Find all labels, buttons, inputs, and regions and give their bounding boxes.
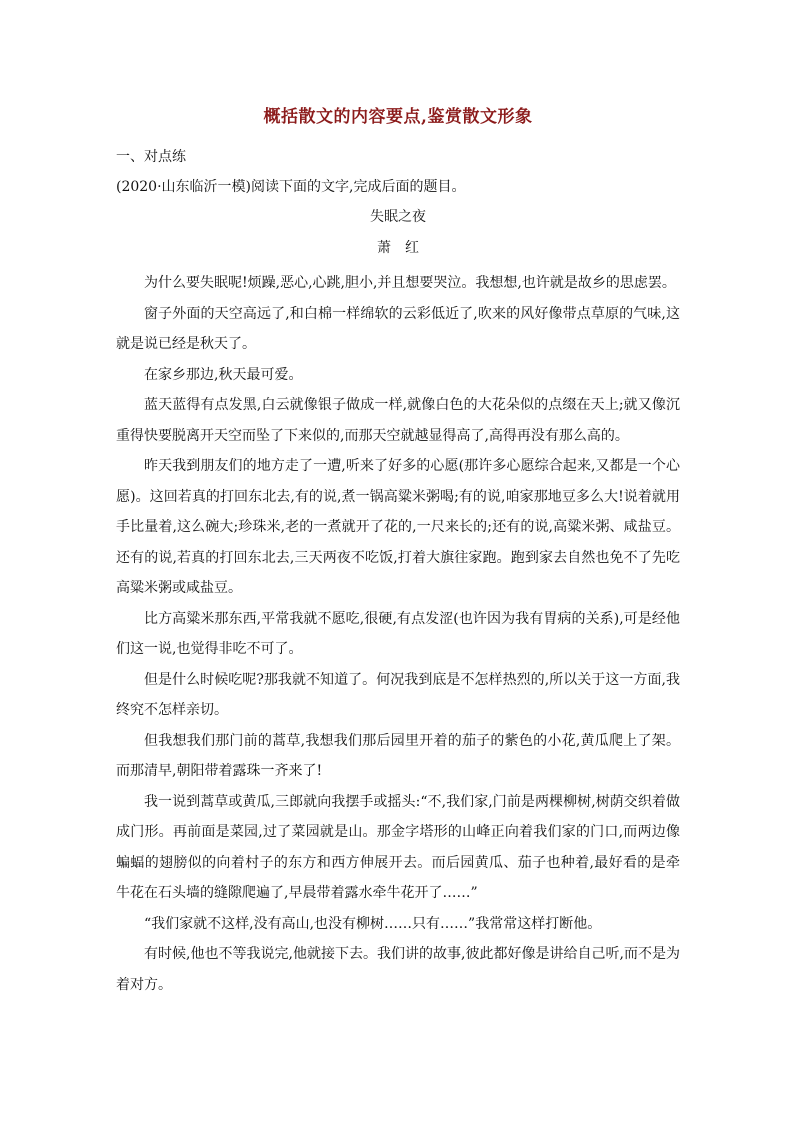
source-line: (2020·山东临沂一模)阅读下面的文字,完成后面的题目。 <box>116 179 466 195</box>
document-title: 概括散文的内容要点,鉴赏散文形象 <box>263 107 533 127</box>
paragraph: 但我想我们那门前的蒿草,我想我们那后园里开着的茄子的紫色的小花,黄瓜爬上了架。而那清早,朝阳带着露珠一齐来了! <box>116 732 680 779</box>
paragraph: 有时候,他也不等我说完,他就接下去。我们讲的故事,彼此都好像是讲给自己听,而不是为着对方。 <box>116 946 680 993</box>
paragraph: 窗子外面的天空高远了,和白棉一样绵软的云彩低近了,吹来的风好像带点草原的气味,这就是说已经是秋天了。 <box>116 305 680 352</box>
paragraph: 在家乡那边,秋天最可爱。 <box>144 366 303 383</box>
paragraph: 蓝天蓝得有点发黑,白云就像银子做成一样,就像白色的大花朵似的点缀在天上;就又像沉重得快要脱离开天空而坠了下来似的,而那天空就越显得高了,高得再没有那么高的。 <box>116 397 680 444</box>
paragraph: 但是什么时候吃呢?那我就不知道了。何况我到底是不怎样热烈的,所以关于这一方面,我终究不怎样亲切。 <box>116 671 680 718</box>
paragraph: 我一说到蒿草或黄瓜,三郎就向我摆手或摇头:“不,我们家,门前是两棵柳树,树荫交织着做成门形。再前面是菜园,过了菜园就是山。那金字塔形的山峰正向着我们家的门口,而两边像蝙蝠的翅膀似的向着村子的东方和西方伸展开去。而后园黄瓜、茄子也种着,最好看的是牵牛花在石头墙的缝隙爬遍了,早晨带着露水牵牛花开了……” <box>116 793 680 901</box>
paragraph: 为什么要失眠呢!烦躁,恶心,心跳,胆小,并且想要哭泣。我想想,也许就是故乡的思虑罢。 <box>144 275 676 291</box>
paragraph: 比方高粱米那东西,平常我就不愿吃,很硬,有点发涩(也许因为我有胃病的关系),可是经他们这一说,也觉得非吃不可了。 <box>116 610 680 657</box>
paragraph: “我们家就不这样,没有高山,也没有柳树……只有……”我常常这样打断他。 <box>144 915 602 932</box>
section-heading: 一、对点练 <box>116 149 186 165</box>
essay-author: 萧红 <box>377 240 433 256</box>
paragraph: 昨天我到朋友们的地方走了一遭,听来了好多的心愿(那许多心愿综合起来,又都是一个心愿)。这回若真的打回东北去,有的说,煮一锅高粱米粥喝;有的说,咱家那地豆多么大!说着就用手比量着,这么碗大;珍珠米,老的一煮就开了花的,一尺来长的;还有的说,高粱米粥、咸盐豆。还有的说,若真的打回东北去,三天两夜不吃饭,打着大旗往家跑。跑到家去自然也免不了先吃高粱米粥或咸盐豆。 <box>116 458 680 596</box>
essay-body <box>116 268 680 1000</box>
essay-title: 失眠之夜 <box>370 209 426 225</box>
